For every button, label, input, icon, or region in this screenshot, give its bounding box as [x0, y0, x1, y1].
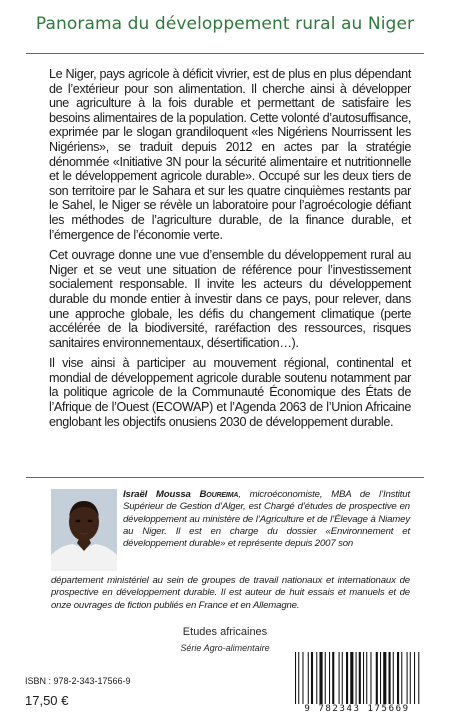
series-name: Série Agro-alimentaire	[180, 643, 270, 653]
barcode-bar	[350, 652, 353, 704]
barcode-bar	[370, 652, 371, 704]
barcode-bar	[414, 652, 415, 704]
isbn: ISBN : 978-2-343-17566-9	[25, 676, 131, 686]
barcode-bar	[319, 652, 322, 704]
author-bio-continued: département ministériel au sein de groupes de travail nationaux et internationaux de prospective en développement durable. Il est auteur de huit essais et manuels et de onze ouvrages de fiction publiés en France et en Allemagne.	[51, 575, 410, 611]
barcode-bar	[389, 652, 391, 704]
price: 17,50 €	[25, 693, 69, 708]
barcode-bar	[342, 652, 343, 704]
barcode-bar	[346, 652, 348, 704]
barcode-bar	[383, 652, 386, 704]
barcode	[293, 652, 421, 704]
barcode-bar	[410, 652, 411, 704]
author-bio	[123, 489, 410, 550]
barcode-bar	[407, 652, 408, 704]
author-surname: Boureima	[199, 489, 239, 500]
barcode-bar	[366, 652, 367, 704]
barcode-bar	[316, 652, 317, 704]
blurb-paragraph-2: Cet ouvrage donne une vue d’ensemble du développement rural au Niger et se veut une situation de référence pour l’investissement socialement responsable. Il invite les acteurs du développement durable du monde entier à investir dans ce pays, pour relever, dans une approche globale, les défis du changement climatique (perte accélérée de la biodiversité, raréfaction des ressources, risques sanitaires environnementaux, désertification…).	[49, 248, 411, 350]
barcode-bar	[376, 652, 378, 704]
barcode-bar	[339, 652, 340, 704]
blurb-paragraph-3: Il vise ainsi à participer au mouvement régional, continental et mondial de développement agricole durable soutenu notamment par la politique agricole de la Communauté Économique des États de l’Afrique de l’Ouest (ECOWAP) et l’Agenda 2063 de l’Union Africaine englobant les objectifs onusiens 2030 de développement durable.	[49, 356, 411, 429]
barcode-bar	[363, 652, 364, 704]
barcode-bar	[311, 652, 313, 704]
collection-name: Etudes africaines	[182, 626, 268, 638]
barcode-bar	[401, 652, 402, 704]
blurb	[49, 67, 411, 435]
barcode-bar	[380, 652, 381, 704]
barcode-bar	[418, 652, 419, 704]
barcode-bar	[332, 652, 334, 704]
book-title: Panorama du développement rural au Niger	[35, 14, 415, 34]
author-first-names: Israël Moussa	[123, 489, 191, 500]
barcode-bar	[325, 652, 326, 704]
barcode-bar	[295, 652, 296, 704]
barcode-bar	[356, 652, 357, 704]
author-photo	[51, 489, 117, 571]
top-divider	[26, 53, 424, 54]
barcode-bar	[298, 652, 299, 704]
barcode-bar	[329, 652, 330, 704]
barcode-bar	[397, 652, 399, 704]
author-portrait-illustration	[51, 489, 117, 571]
blurb-paragraph-1: Le Niger, pays agricole à déficit vivrier, est de plus en plus dépendant de l’extérieur pour son alimentation. Il cherche ainsi à développer une agriculture à la fois durable et permettant de satisfaire les besoins alimentaires de la population. Cette volonté d’autosuffisance, exprimée par le slogan grandiloquent «les Nigériens Nourrissent les Nigériens», se traduit depuis 2012 en actes par la stratégie dénommée «Initiative 3N pour la sécurité alimentaire et nutritionnelle et le développement agricole durable». Occupé sur les deux tiers de son territoire par le Sahara et sur les quatre cinquièmes restants par le Sahel, le Niger se révèle un laboratoire pour l’agroécologie défiant les méthodes de l’agriculture durable, de la finance durable, et l’émergence de l’économie verte.	[49, 67, 411, 242]
barcode-bar	[302, 652, 303, 704]
bottom-divider	[26, 477, 424, 478]
barcode-bar	[359, 652, 361, 704]
author-bio-text: , microéconomiste, MBA de l’Institut Supérieur de Gestion d’Alger, est Chargé d’études de prospective en développement au ministère de l’Agriculture et de l’Élevage à Niamey au Niger. Il est en charge du dossier «Environnement et développement durable» et représente depuis 2007 son	[123, 489, 411, 550]
barcode-bar	[393, 652, 394, 704]
barcode-number: 9 782343 175669	[304, 704, 410, 714]
barcode-bar	[308, 652, 309, 704]
